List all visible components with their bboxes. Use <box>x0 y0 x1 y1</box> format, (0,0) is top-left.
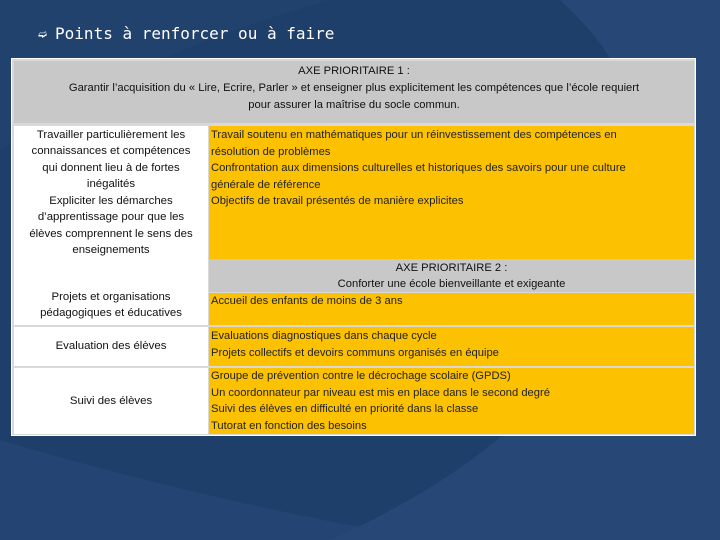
row4-right-line: Groupe de prévention contre le décrochage scolaire (GPDS) <box>211 370 511 382</box>
row3-left-line: Evaluation des élèves <box>55 340 167 353</box>
row1-right-cell <box>209 126 694 259</box>
axe1-line-2: pour assurer la maîtrise du socle commun. <box>248 99 460 111</box>
row1-left-line: qui donnent lieu à de fortes <box>42 161 180 174</box>
row1-right-line: Confrontation aux dimensions culturelles et historiques des savoirs pour une culture <box>211 162 626 175</box>
axe2-header <box>209 259 694 292</box>
slide-title-text: Points à renforcer ou à faire <box>55 24 335 43</box>
row2-left-line: pédagogiques et éducatives <box>40 307 182 319</box>
axe2-subheading: Conforter une école bienveillante et exigeante <box>337 278 566 290</box>
slide-title <box>38 24 334 43</box>
row1-left-line: enseignements <box>72 244 150 256</box>
row4-right-line: Suivi des élèves en difficulté en priorité dans la classe <box>211 403 479 416</box>
row1-left-line: Travailler particulièrement les <box>36 128 186 141</box>
row3-right-line: Projets collectifs et devoirs communs organisés en équipe <box>211 346 499 359</box>
row3-right-line: Evaluations diagnostiques dans chaque cycle <box>211 330 437 342</box>
row1-left-line: inégalités <box>86 178 136 190</box>
row1-left-cell <box>14 126 208 259</box>
axe2-heading: AXE PRIORITAIRE 2 : <box>395 262 508 274</box>
row4-right-cell <box>209 368 694 434</box>
row2-left-cell <box>14 259 208 325</box>
row1-left-line: d’apprentissage pour que les <box>37 211 185 223</box>
row2-right-line: Accueil des enfants de moins de 3 ans <box>211 295 403 307</box>
row1-right-line: générale de référence <box>211 178 321 191</box>
row1-left-line: connaissances et compétences <box>31 145 191 157</box>
axe1-heading: AXE PRIORITAIRE 1 : <box>298 65 410 77</box>
row4-right-line: Un coordonnateur par niveau est mis en place dans le second degré <box>211 386 550 399</box>
row1-right-line: Travail soutenu en mathématiques pour un réinvestissement des compétences en <box>211 129 617 141</box>
row2-left-line: Projets et organisations <box>51 290 171 303</box>
row1-left-line: élèves comprennent le sens des <box>29 227 193 240</box>
row3-left-cell <box>14 327 208 366</box>
arrow-icon: ➫ <box>38 24 48 43</box>
row1-right-line: résolution de problèmes <box>211 145 331 158</box>
row4-left-line: Suivi des élèves <box>69 394 153 407</box>
row4-right-line: Tutorat en fonction des besoins <box>211 419 367 432</box>
row3-right-cell <box>209 327 694 366</box>
row1-left-line: Expliciter les démarches <box>49 194 173 207</box>
axe1-line-1: Garantir l’acquisition du « Lire, Ecrire, Parler » et enseigner plus explicitement les compétences que l’école requiert <box>68 82 640 94</box>
row1-right-line: Objectifs de travail présentés de manière explicites <box>211 195 464 208</box>
row2-right-cell <box>209 293 694 325</box>
axe1-header <box>14 61 694 123</box>
row4-left-cell <box>14 368 208 434</box>
